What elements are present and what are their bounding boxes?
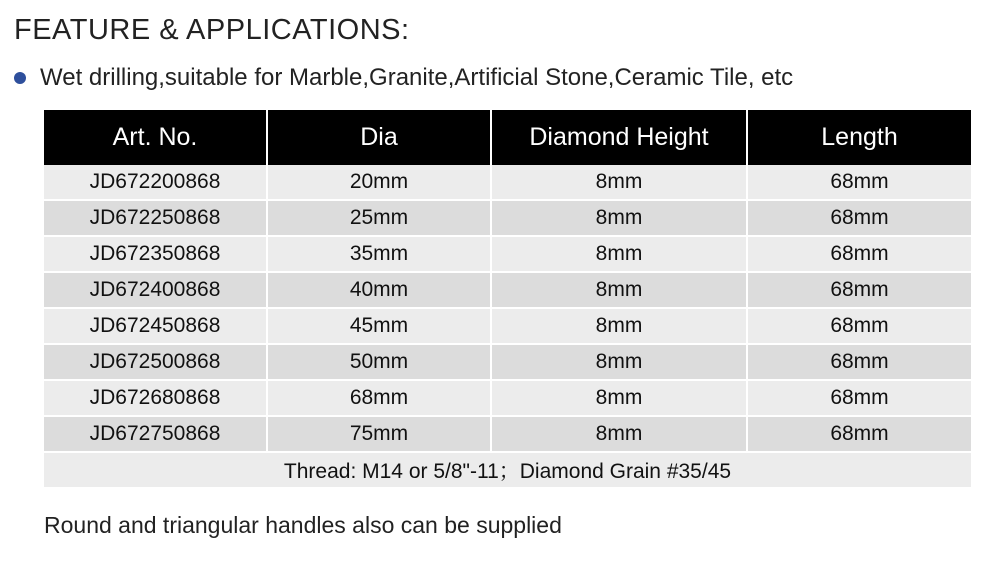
- cell-diamond-height: 8mm: [491, 380, 747, 416]
- cell-diamond-height: 8mm: [491, 344, 747, 380]
- cell-length: 68mm: [747, 380, 971, 416]
- cell-diamond-height: 8mm: [491, 308, 747, 344]
- cell-diamond-height: 8mm: [491, 165, 747, 200]
- cell-length: 68mm: [747, 416, 971, 452]
- cell-dia: 20mm: [267, 165, 491, 200]
- table-row: [44, 272, 971, 308]
- cell-length: 68mm: [747, 236, 971, 272]
- cell-art-no: JD672500868: [44, 344, 267, 380]
- cell-diamond-height: 8mm: [491, 416, 747, 452]
- table-footnote-row: [44, 452, 971, 488]
- cell-art-no: JD672400868: [44, 272, 267, 308]
- table-row: [44, 344, 971, 380]
- table-row: [44, 236, 971, 272]
- table-row: [44, 200, 971, 236]
- section-heading: FEATURE & APPLICATIONS:: [14, 14, 410, 46]
- cell-dia: 75mm: [267, 416, 491, 452]
- cell-art-no: JD672680868: [44, 380, 267, 416]
- cell-art-no: JD672200868: [44, 165, 267, 200]
- bullet-dot-icon: [14, 72, 26, 84]
- cell-art-no: JD672350868: [44, 236, 267, 272]
- thread-footnote: Thread: M14 or 5/8"-11；Diamond Grain #35/45: [44, 452, 971, 488]
- table-row: [44, 380, 971, 416]
- cell-diamond-height: 8mm: [491, 236, 747, 272]
- spec-table: [44, 110, 971, 489]
- table-header-row: [44, 110, 971, 165]
- cell-art-no: JD672250868: [44, 200, 267, 236]
- cell-dia: 45mm: [267, 308, 491, 344]
- cell-length: 68mm: [747, 344, 971, 380]
- cell-diamond-height: 8mm: [491, 272, 747, 308]
- table-row: [44, 308, 971, 344]
- closing-note: Round and triangular handles also can be supplied: [44, 512, 562, 538]
- cell-length: 68mm: [747, 308, 971, 344]
- table-row: [44, 165, 971, 200]
- table-row: [44, 416, 971, 452]
- header-dia: Dia: [267, 110, 491, 165]
- cell-dia: 35mm: [267, 236, 491, 272]
- feature-text: Wet drilling,suitable for Marble,Granite,Artificial Stone,Ceramic Tile, etc: [40, 64, 794, 91]
- cell-dia: 68mm: [267, 380, 491, 416]
- cell-dia: 50mm: [267, 344, 491, 380]
- cell-art-no: JD672450868: [44, 308, 267, 344]
- header-art-no: Art. No.: [44, 110, 267, 165]
- cell-length: 68mm: [747, 200, 971, 236]
- feature-bullet: [14, 64, 793, 92]
- header-length: Length: [747, 110, 971, 165]
- cell-length: 68mm: [747, 272, 971, 308]
- cell-dia: 25mm: [267, 200, 491, 236]
- cell-length: 68mm: [747, 165, 971, 200]
- cell-dia: 40mm: [267, 272, 491, 308]
- cell-diamond-height: 8mm: [491, 200, 747, 236]
- header-diamond-height: Diamond Height: [491, 110, 747, 165]
- cell-art-no: JD672750868: [44, 416, 267, 452]
